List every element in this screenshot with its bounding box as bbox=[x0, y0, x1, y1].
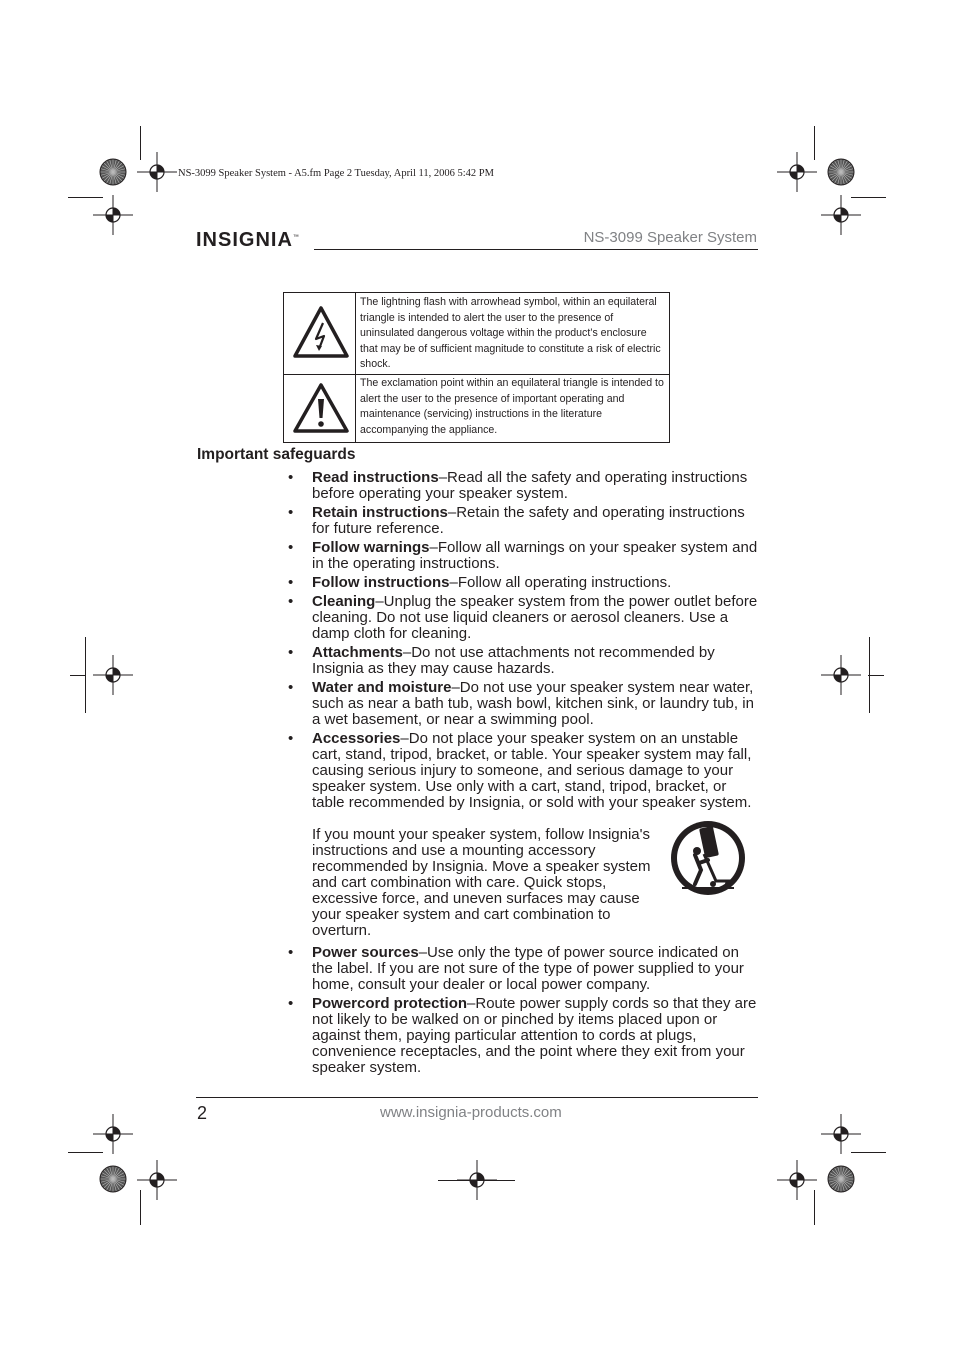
list-item bbox=[288, 594, 758, 642]
exclamation-warning-text: The exclamation point within an equilateral triangle is intended to alert the user to the presence of important operating and maintenance (servicing) instructions in the literature accompanying the appliance. bbox=[360, 377, 664, 436]
item-term: Cleaning bbox=[312, 593, 376, 610]
registration-crosshair-icon bbox=[93, 195, 133, 235]
crop-mark bbox=[68, 1152, 103, 1153]
warning-column-divider bbox=[355, 375, 356, 442]
trademark-symbol: ™ bbox=[292, 234, 300, 241]
bullet-icon: • bbox=[288, 679, 294, 696]
crop-mark bbox=[814, 126, 815, 160]
item-text: –Use only the type of power source indicated on the label. If you are not sure of the type of power supplied to your home, consult your dealer or local power company. bbox=[312, 944, 744, 993]
item-text: –Follow all warnings on your speaker system and in the operating instructions. bbox=[312, 539, 758, 572]
crop-mark bbox=[438, 1180, 515, 1181]
bullet-icon: • bbox=[288, 995, 294, 1012]
crop-mark bbox=[140, 1190, 141, 1225]
item-text: –Unplug the speaker system from the power outlet before cleaning. Do not use liquid cleaners or aerosol cleaners. Use a damp cloth for cleaning. bbox=[312, 593, 758, 642]
item-term: Read instructions bbox=[312, 469, 439, 486]
registration-crosshair-icon bbox=[93, 655, 133, 695]
list-item bbox=[288, 680, 758, 728]
registration-crosshair-icon bbox=[777, 152, 817, 192]
registration-crosshair-icon bbox=[821, 1114, 861, 1154]
crop-mark bbox=[70, 675, 86, 676]
warning-column-divider bbox=[355, 293, 356, 374]
item-text: –Retain the safety and operating instructions for future reference. bbox=[312, 504, 745, 537]
bullet-icon: • bbox=[288, 539, 294, 556]
safeguards-list bbox=[288, 470, 758, 1079]
registration-crosshair-icon bbox=[777, 1160, 817, 1200]
registration-starburst-icon bbox=[827, 158, 855, 186]
item-term: Attachments bbox=[312, 644, 403, 661]
cart-tip-over-warning-icon bbox=[668, 818, 748, 898]
mount-paragraph: If you mount your speaker system, follow Insignia's instructions and use a mounting accessory recommended by Insignia. Move a speaker system and cart combination with care. Quick stops, excessive force, and uneven surfaces may cause your speaker system and cart combination to overturn. bbox=[312, 826, 651, 939]
print-slug: NS-3099 Speaker System - A5.fm Page 2 Tuesday, April 11, 2006 5:42 PM bbox=[178, 168, 494, 179]
item-text: –Follow all operating instructions. bbox=[449, 574, 672, 591]
registration-crosshair-icon bbox=[137, 1160, 177, 1200]
item-text: –Do not use your speaker system near water, such as near a bath tub, wash bowl, kitchen sink, or laundry tub, in a wet basement, or near a swimming pool. bbox=[312, 679, 754, 728]
warning-symbols-box bbox=[283, 292, 670, 443]
bullet-icon: • bbox=[288, 504, 294, 521]
item-text: –Route power supply cords so that they are not likely to be walked on or pinched by items placed upon or against them, paying particular attention to cords at plugs, convenience receptacles, and the point where they exit from your speaker system. bbox=[312, 995, 757, 1076]
bullet-icon: • bbox=[288, 574, 294, 591]
warning-row-divider bbox=[284, 374, 669, 375]
bullet-icon: • bbox=[288, 730, 294, 747]
item-term: Retain instructions bbox=[312, 504, 448, 521]
registration-crosshair-icon bbox=[821, 655, 861, 695]
item-term: Power sources bbox=[312, 944, 419, 961]
brand-name: INSIGNIA bbox=[196, 229, 293, 251]
item-term: Powercord protection bbox=[312, 995, 468, 1012]
item-text: –Do not place your speaker system on an unstable cart, stand, tripod, bracket, or table. Your speaker system may fall, causing serious injury to someone, and serious damage to your speaker system. Use only with a cart, stand, tripod, bracket, or table recommended by Insignia, or sold with your speaker system. bbox=[312, 730, 752, 811]
footer-rule bbox=[196, 1097, 758, 1098]
registration-crosshair-icon bbox=[137, 152, 177, 192]
footer-url: www.insignia-products.com bbox=[380, 1104, 562, 1121]
item-term: Follow warnings bbox=[312, 539, 430, 556]
item-text: –Do not use attachments not recommended by Insignia as they may cause hazards. bbox=[312, 644, 715, 677]
list-item bbox=[288, 945, 758, 993]
registration-crosshair-icon bbox=[821, 195, 861, 235]
item-term: Follow instructions bbox=[312, 574, 450, 591]
list-item bbox=[288, 645, 758, 677]
header-rule bbox=[314, 249, 758, 250]
registration-crosshair-icon bbox=[93, 1114, 133, 1154]
list-item bbox=[288, 575, 758, 591]
registration-starburst-icon bbox=[99, 158, 127, 186]
bullet-icon: • bbox=[288, 944, 294, 961]
lightning-triangle-icon bbox=[292, 305, 350, 359]
list-item bbox=[288, 540, 758, 572]
crop-mark bbox=[851, 197, 886, 198]
lightning-warning-text: The lightning flash with arrowhead symbol, within an equilateral triangle is intended to alert the user to the presence of uninsulated dangerous voltage within the product’s enclosure that may be of sufficient magnitude to constitute a risk of electric shock. bbox=[360, 296, 661, 371]
list-item bbox=[288, 731, 758, 811]
registration-starburst-icon bbox=[827, 1165, 855, 1193]
item-term: Water and moisture bbox=[312, 679, 452, 696]
list-item bbox=[288, 996, 758, 1076]
crop-mark bbox=[868, 675, 884, 676]
item-text: –Read all the safety and operating instructions before operating your speaker system. bbox=[312, 469, 748, 502]
brand-logo bbox=[196, 229, 300, 252]
section-title: Important safeguards bbox=[197, 446, 356, 463]
crop-mark bbox=[814, 1190, 815, 1225]
crop-mark bbox=[851, 1152, 886, 1153]
crop-mark bbox=[140, 126, 141, 160]
bullet-icon: • bbox=[288, 593, 294, 610]
header-title: NS-3099 Speaker System bbox=[583, 229, 757, 246]
registration-starburst-icon bbox=[99, 1165, 127, 1193]
list-item bbox=[288, 505, 758, 537]
bullet-icon: • bbox=[288, 644, 294, 661]
crop-mark bbox=[68, 197, 103, 198]
page-number: 2 bbox=[197, 1103, 208, 1123]
bullet-icon: • bbox=[288, 469, 294, 486]
exclamation-triangle-icon bbox=[292, 382, 350, 434]
list-item bbox=[288, 470, 758, 502]
mount-paragraph-block bbox=[288, 827, 758, 939]
item-term: Accessories bbox=[312, 730, 401, 747]
